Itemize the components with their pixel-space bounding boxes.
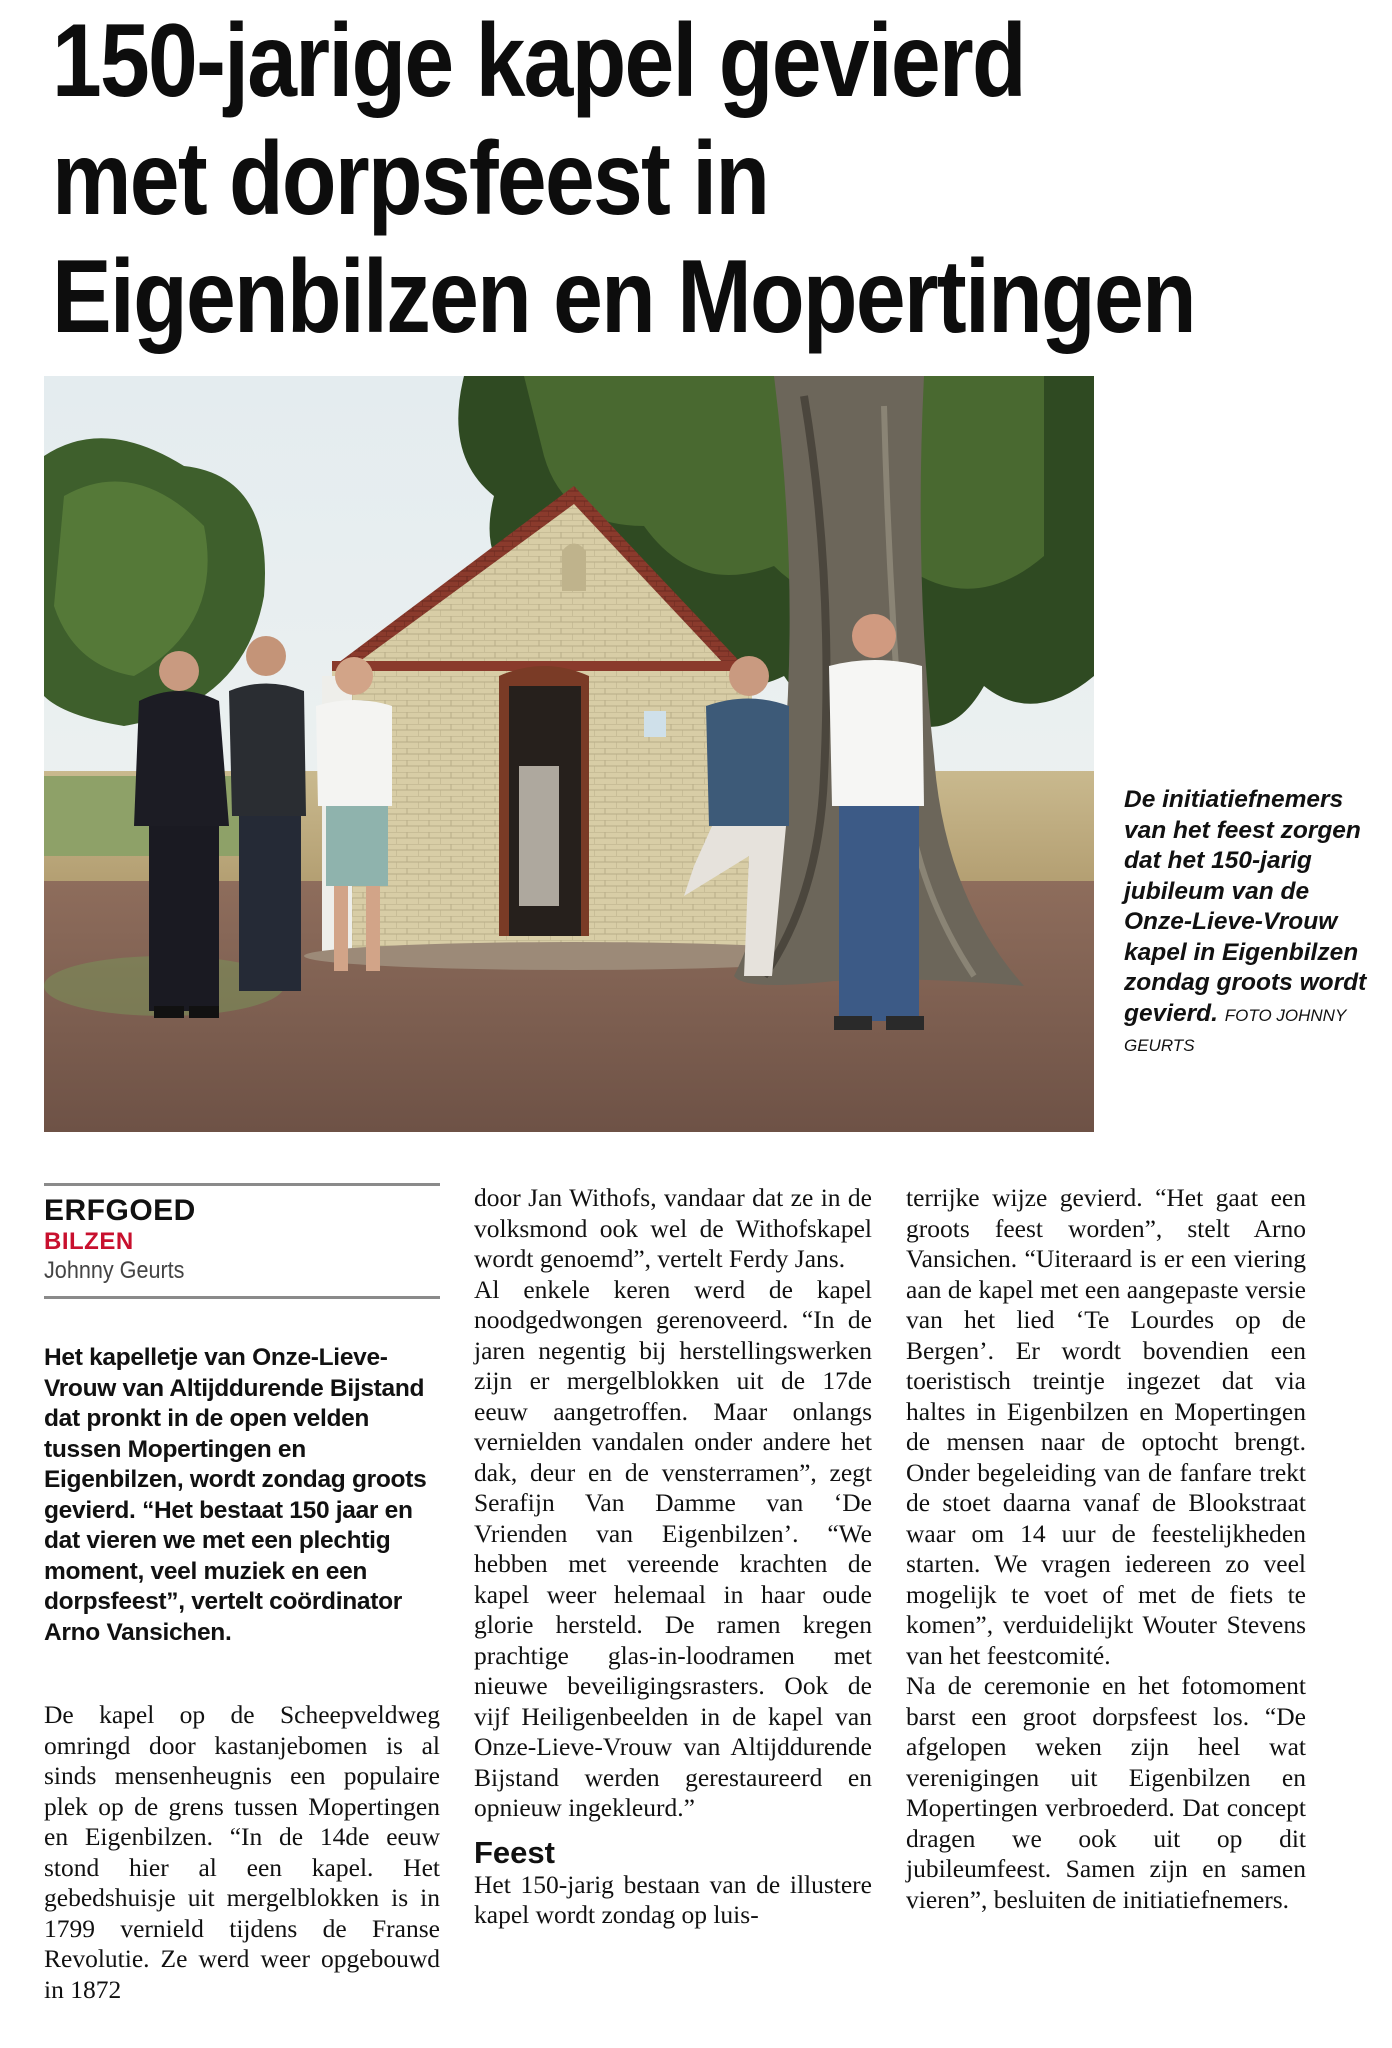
photo-credit: FOTO JOHNNY GEURTS bbox=[1124, 1005, 1346, 1055]
person-5 bbox=[829, 614, 924, 1030]
headline bbox=[52, 2, 1195, 356]
headline-line-2: met dorpsfeest in bbox=[52, 121, 769, 237]
column-3 bbox=[906, 1183, 1306, 1915]
body-text-col1 bbox=[44, 1700, 440, 2005]
column-2 bbox=[474, 1183, 872, 1931]
headline-line-1: 150-jarige kapel gevierd bbox=[52, 3, 1025, 119]
article-tag bbox=[44, 1183, 440, 1299]
body-paragraph: Na de ceremonie en het fotomoment barst een groot dorpsfeest los. “De afgelopen weken zijn heel wat verenigingen uit Eigenbilzen en Mopertingen verbroederd. Dat concept dragen we ook uit op dit jubileumfeest. Samen zijn en samen vieren”, besluiten de initiatiefnemers. bbox=[906, 1671, 1306, 1914]
section-subhead: Feest bbox=[474, 1834, 555, 1870]
place-label: BILZEN bbox=[44, 1228, 134, 1255]
body-paragraph: terrijke wijze gevierd. “Het gaat een groots feest worden”, stelt Arno Vansichen. “Uiteraard is er een viering aan de kapel met een aangepaste versie van het lied ‘Te Lourdes op de Bergen’. Er wordt bovendien een toeristisch treintje ingezet dat via haltes in Eigenbilzen en Mopertingen de mensen naar de optocht brengt. Onder begeleiding van de fanfare trekt de stoet daarna vanaf de Blookstraat waar om 14 uur de feestelijkheden starten. We vragen iedereen zo veel mogelijk te voet of met de fiets te komen”, verduidelijkt Wouter Stevens van het feestcomité. bbox=[906, 1183, 1306, 1670]
headline-line-3: Eigenbilzen en Mopertingen bbox=[52, 239, 1195, 355]
chapel-photo-illustration bbox=[44, 376, 1094, 1132]
topic-label: ERFGOED bbox=[44, 1194, 196, 1227]
photo-caption bbox=[1124, 785, 1374, 1060]
body-paragraph: door Jan Withofs, vandaar dat ze in de volksmond ook wel de Withofskapel wordt genoemd”, vertelt Ferdy Jans. bbox=[474, 1183, 872, 1273]
lead-paragraph: Het kapelletje van Onze-Lieve-Vrouw van Altijddurende Bijstand dat pronkt in de open velden tussen Mopertingen en Eigenbilzen, wordt zondag groots gevierd. “Het bestaat 150 jaar en dat vieren we met een plechtig moment, veel muziek en een dorpsfeest”, vertelt coördinator Arno Vansichen. bbox=[44, 1344, 427, 1646]
body-paragraph: Al enkele keren werd de kapel noodgedwongen gerenoveerd. “In de jaren negentig bij herstellingswerken zijn er mergelblokken uit de 17de eeuw aangetroffen. Maar onlangs vernielden vandalen onder andere het dak, deur en de vensterramen”, zegt Serafijn Van Damme van ‘De Vrienden van Eigenbilzen’. “We hebben met vereende krachten de kapel weer helemaal in haar oude glorie hersteld. De ramen kregen prachtige glas-in-loodramen met nieuwe beveiligingsrasters. Ook de vijf Heiligenbeelden in de kapel van Onze-Lieve-Vrouw van Altijddurende Bijstand werden gerestaureerd en opnieuw ingekleurd.” bbox=[474, 1274, 872, 1822]
photo-caption-text: De initiatiefnemers van het feest zorgen dat het 150-jarig jubileum van de Onze-Lieve-Vrouw kapel in Eigenbilzen zondag groots wordt gevierd. bbox=[1124, 786, 1367, 1027]
person-2 bbox=[229, 636, 306, 991]
body-paragraph: Het 150-jarig bestaan van de illustere kapel wordt zondag op luis- bbox=[474, 1869, 872, 1929]
article-photo bbox=[44, 376, 1094, 1132]
body-text-col2 bbox=[474, 1183, 872, 1824]
column-1 bbox=[44, 1183, 440, 2005]
body-paragraph: De kapel op de Scheepveldweg omringd door kastanjebomen is al sinds mensenheugnis een populaire plek op de grens tussen Mopertingen en Eigenbilzen. “In de 14de eeuw stond hier al een kapel. Het gebedshuisje uit mergelblokken is in 1799 vernield tijdens de Franse Revolutie. Ze werd weer opgebouwd in 1872 bbox=[44, 1700, 440, 2004]
body-text-col2-end bbox=[474, 1870, 872, 1931]
body-text-col3 bbox=[906, 1183, 1306, 1915]
author-name: Johnny Geurts bbox=[44, 1257, 185, 1284]
